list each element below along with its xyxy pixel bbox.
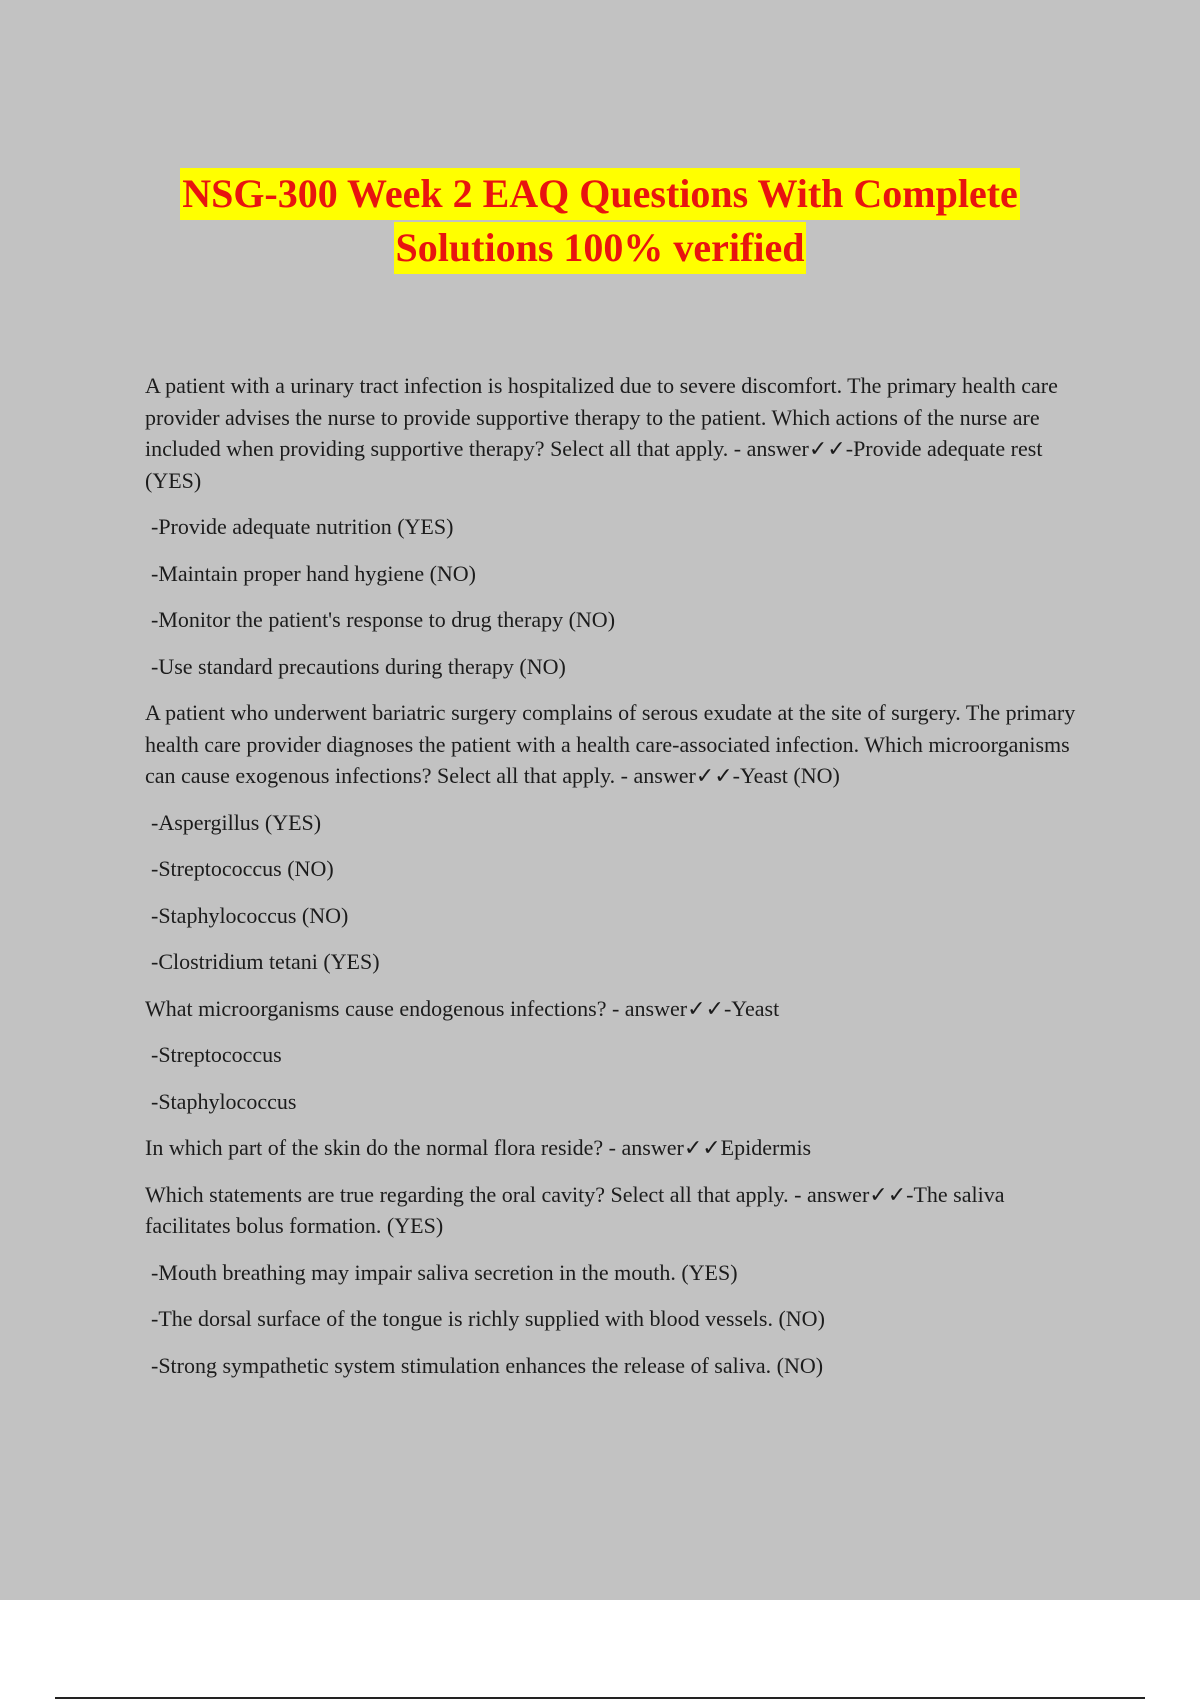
question-paragraph: A patient with a urinary tract infection is hospitalized due to severe discomfort. The primary health care provider advises the nurse to provide supportive therapy to the patient. Which actions of the nurse are included when providing supportive therapy? Select all that apply. - answer✓✓-Provide adequate rest (YES) xyxy=(145,373,1058,493)
question-paragraph: In which part of the skin do the normal flora reside? - answer✓✓Epidermis xyxy=(145,1135,812,1160)
answer-item: -Staphylococcus (NO) xyxy=(151,902,349,928)
title-line-2: Solutions 100% verified xyxy=(394,222,807,274)
answer-item: -Aspergillus (YES) xyxy=(151,809,322,835)
question-paragraph: Which statements are true regarding the oral cavity? Select all that apply. - answer✓✓-The saliva facilitates bolus formation. (YES) xyxy=(145,1181,1005,1238)
answer-item: -Strong sympathetic system stimulation enhances the release of saliva. (NO) xyxy=(151,1352,824,1378)
answer-item: -Provide adequate nutrition (YES) xyxy=(151,514,454,539)
answer-item: -Maintain proper hand hygiene (NO) xyxy=(151,560,477,586)
answer-item: -Staphylococcus xyxy=(151,1088,297,1114)
answer-item: -Mouth breathing may impair saliva secretion in the mouth. (YES) xyxy=(151,1259,738,1285)
question-paragraph: A patient who underwent bariatric surgery complains of serous exudate at the site of surgery. The primary health care provider diagnoses the patient with a health care-associated infection. Which microorganisms can cause exogenous infections? Select all that apply. - answer✓✓-Yeast (NO) xyxy=(145,700,1076,788)
answer-item: -Clostridium tetani (YES) xyxy=(151,949,380,974)
answer-item: -Streptococcus xyxy=(151,1042,282,1067)
answer-item: -Use standard precautions during therapy (NO) xyxy=(151,653,566,679)
page-divider xyxy=(55,1697,1145,1699)
question-paragraph: What microorganisms cause endogenous infections? - answer✓✓-Yeast xyxy=(145,995,780,1021)
title-line-1: NSG-300 Week 2 EAQ Questions With Complete xyxy=(180,168,1020,220)
answer-item: -Streptococcus (NO) xyxy=(151,856,334,881)
questions-content xyxy=(145,370,1090,1396)
answer-item: -The dorsal surface of the tongue is richly supplied with blood vessels. (NO) xyxy=(151,1306,825,1331)
answer-item: -Monitor the patient's response to drug therapy (NO) xyxy=(151,607,616,632)
document-title xyxy=(0,168,1200,276)
